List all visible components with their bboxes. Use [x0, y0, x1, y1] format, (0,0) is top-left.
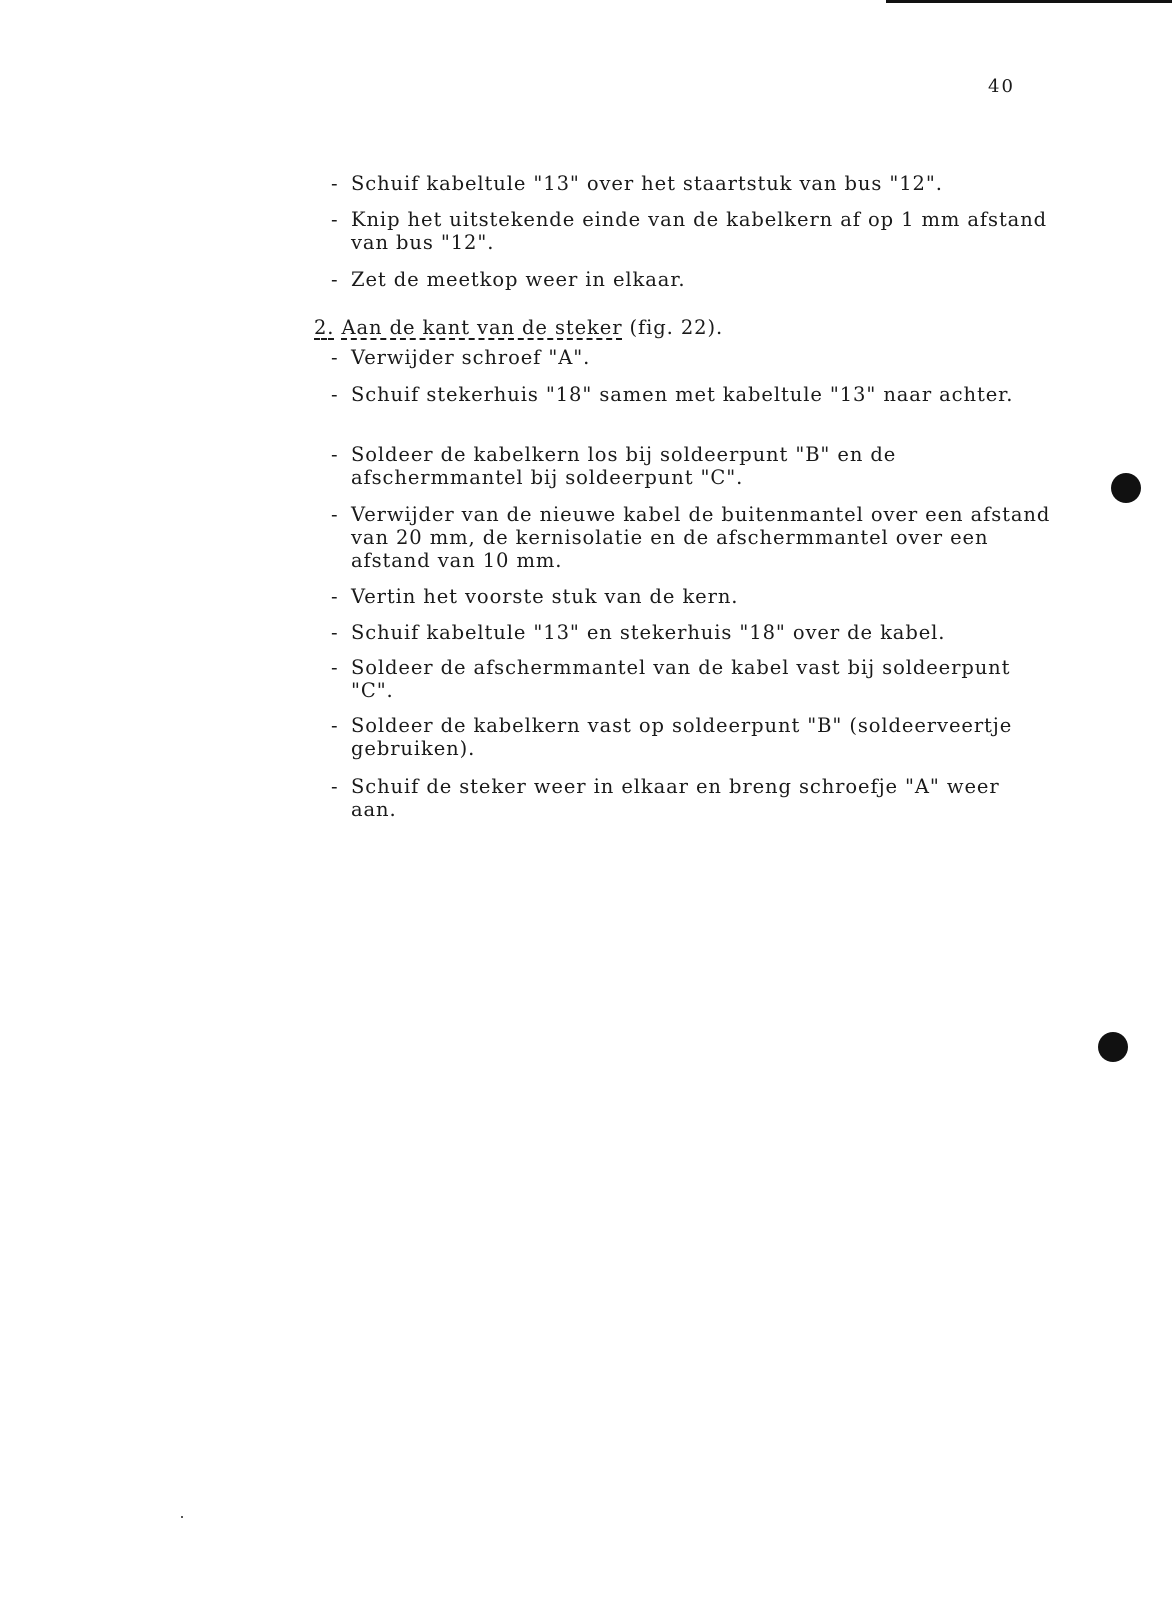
list-item-text: Schuif kabeltule "13" en stekerhuis "18" over de kabel. [351, 621, 946, 644]
bullet-dash: - [331, 714, 339, 737]
figure-reference: (fig. 22). [629, 316, 724, 339]
list-item-text: Soldeer de kabelkern los bij soldeerpunt "B" en de afschermmantel bij soldeerpunt "C". [351, 443, 897, 489]
list-item-text: Schuif stekerhuis "18" samen met kabeltule "13" naar achter. [351, 383, 1014, 406]
list-item [331, 503, 1051, 572]
bullet-dash: - [331, 443, 339, 466]
list-item-text: Schuif kabeltule "13" over het staartstuk van bus "12". [351, 172, 943, 195]
list-item-text: Verwijder van de nieuwe kabel de buitenmantel over een afstand van 20 mm, de kernisolatie en de afschermmantel over een afstand van 10 mm. [351, 503, 1051, 572]
bullet-dash: - [331, 585, 339, 608]
section-title: Aan de kant van de steker [341, 316, 623, 339]
list-item [331, 268, 1051, 291]
bullet-dash: - [331, 383, 339, 406]
scan-speck [181, 1516, 183, 1518]
list-item [331, 775, 1051, 821]
bullet-dash: - [331, 503, 339, 526]
bullet-dash: - [331, 208, 339, 231]
punch-hole-upper [1111, 473, 1141, 503]
list-item [331, 172, 1051, 195]
punch-hole-lower [1098, 1032, 1128, 1062]
list-item [331, 208, 1051, 254]
bullet-dash: - [331, 656, 339, 679]
bullet-dash: - [331, 172, 339, 195]
list-item [331, 346, 1051, 369]
bullet-dash: - [331, 268, 339, 291]
list-item-text: Verwijder schroef "A". [351, 346, 591, 369]
top-edge-rule [886, 0, 1172, 3]
list-item-text: Schuif de steker weer in elkaar en breng schroefje "A" weer aan. [351, 775, 1000, 821]
list-item-text: Vertin het voorste stuk van de kern. [351, 585, 739, 608]
list-item-text: Zet de meetkop weer in elkaar. [351, 268, 686, 291]
bullet-dash: - [331, 621, 339, 644]
bullet-dash: - [331, 775, 339, 798]
page-number: 40 [988, 76, 1015, 97]
bullet-dash: - [331, 346, 339, 369]
list-item [331, 714, 1051, 760]
list-item-text: Knip het uitstekende einde van de kabelkern af op 1 mm afstand van bus "12". [351, 208, 1048, 254]
list-item [331, 585, 1051, 608]
list-item [331, 621, 1051, 644]
list-item-text: Soldeer de afschermmantel van de kabel vast bij soldeerpunt "C". [351, 656, 1011, 702]
list-item [331, 656, 1051, 702]
section-number: 2. [314, 316, 335, 339]
section-heading [314, 316, 723, 340]
list-item-text: Soldeer de kabelkern vast op soldeerpunt "B" (soldeerveertje gebruiken). [351, 714, 1013, 760]
list-item [331, 383, 1051, 406]
list-item [331, 443, 1051, 489]
